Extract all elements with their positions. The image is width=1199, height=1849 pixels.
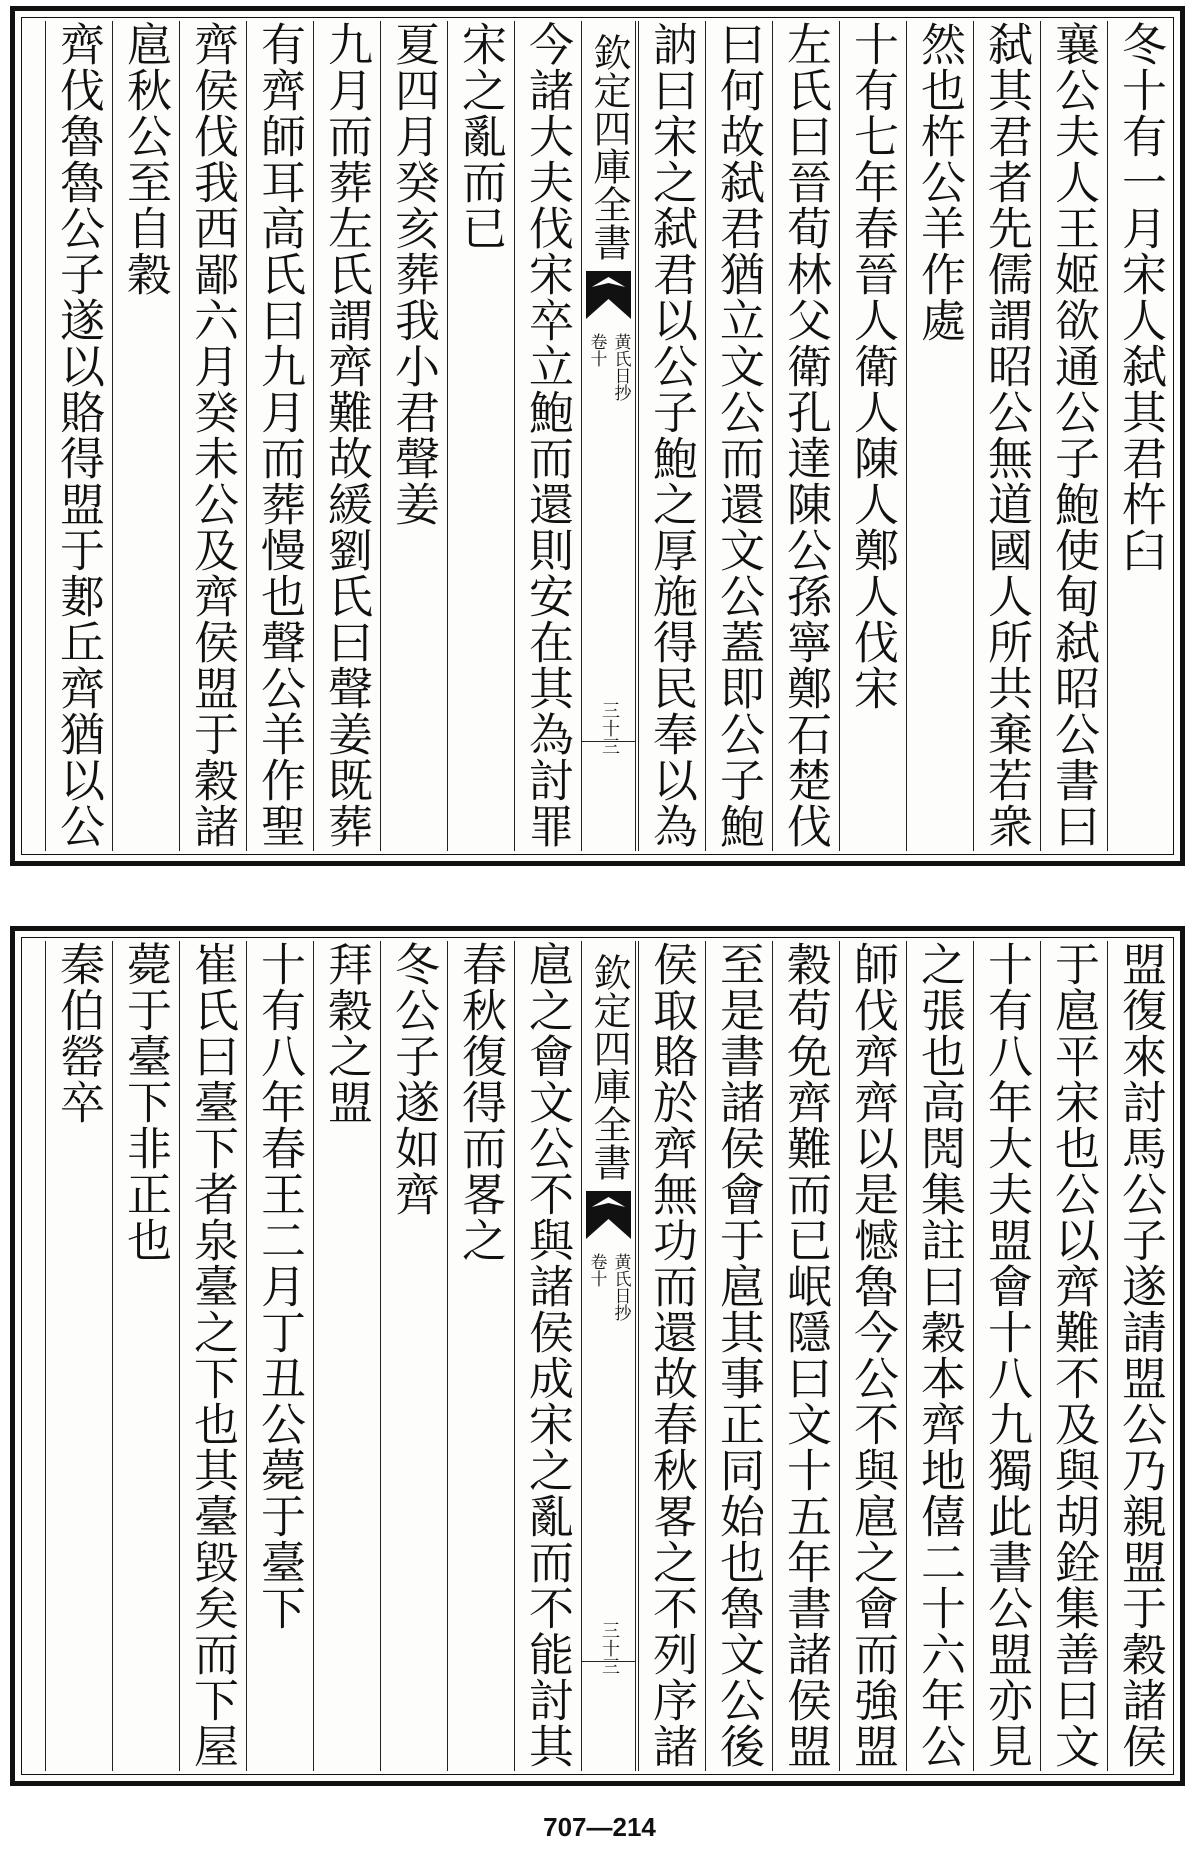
- text-column: 宋之亂而已: [447, 21, 514, 851]
- text-column: 九月而葬左氏謂齊難故緩劉氏曰聲姜既葬: [313, 21, 380, 851]
- text-column: 之張也高閌集註曰穀本齊地僖二十六年公: [906, 941, 973, 1771]
- strip-page-number: 三十三: [599, 701, 620, 755]
- bottom-page-half: [10, 926, 1185, 1786]
- text-column: 十有八年大夫盟會十八九獨此書公盟亦見: [973, 941, 1040, 1771]
- text-column: 夏四月癸亥葬我小君聲姜: [380, 21, 447, 851]
- text-column: 齊伐魯魯公子遂以賂得盟于郪丘齊猶以公: [45, 21, 112, 851]
- top-page-half: [10, 6, 1185, 866]
- strip-meta: [586, 1253, 631, 1321]
- text-column: 襄公夫人王姬欲通公子鮑使甸弑昭公書曰: [1040, 21, 1107, 851]
- text-column: 齊侯伐我西鄙六月癸未公及齊侯盟于穀諸: [179, 21, 246, 851]
- text-column: 薨于臺下非正也: [112, 941, 179, 1771]
- text-column: 十有七年春晉人衛人陳人鄭人伐宋: [839, 21, 906, 851]
- text-column: 左氏曰晉荀林父衛孔達陳公孫寧鄭石楚伐: [772, 21, 839, 851]
- text-column: 拜穀之盟: [313, 941, 380, 1771]
- text-column: 盟復來討馬公子遂請盟公乃親盟于穀諸侯: [1107, 941, 1174, 1771]
- text-column: 十有八年春王二月丁丑公薨于臺下: [246, 941, 313, 1771]
- strip-author: 黄氏日抄: [610, 333, 631, 401]
- text-column: 師伐齊齊以是憾魯今公不與扈之會而強盟: [839, 941, 906, 1771]
- text-column: 扈之會文公不與諸侯成宋之亂而不能討其: [514, 941, 581, 1771]
- center-fold-strip: [581, 941, 636, 1771]
- text-column: 春秋復得而畧之: [447, 941, 514, 1771]
- strip-divider: [582, 741, 635, 742]
- text-column: 扈秋公至自穀: [112, 21, 179, 851]
- center-fold-strip: [581, 21, 636, 851]
- fishtail-mark: [586, 271, 631, 319]
- text-column: 有齊師耳高氏曰九月而葬慢也聲公羊作聖: [246, 21, 313, 851]
- text-column: 冬十有一月宋人弑其君杵臼: [1107, 21, 1174, 851]
- strip-author: 黄氏日抄: [610, 1253, 631, 1321]
- strip-divider: [582, 1661, 635, 1662]
- text-column: 崔氏曰臺下者泉臺之下也其臺毀矣而下屋: [179, 941, 246, 1771]
- page-footer-number: 707—214: [543, 1812, 656, 1842]
- fishtail-mark: [586, 1191, 631, 1239]
- strip-volume: 卷十: [586, 1253, 607, 1287]
- text-column: 秦伯罃卒: [45, 941, 112, 1771]
- strip-volume: 卷十: [586, 333, 607, 367]
- text-column: 于扈平宋也公以齊難不及與胡銓集善曰文: [1040, 941, 1107, 1771]
- text-column: 至是書諸侯會于扈其事正同始也魯文公後: [705, 941, 772, 1771]
- text-column: 侯取賂於齊無功而還故春秋畧之不列序諸: [638, 941, 705, 1771]
- strip-meta: [586, 333, 631, 401]
- text-column: 弑其君者先儒謂昭公無道國人所共棄若衆: [973, 21, 1040, 851]
- text-column: 今諸大夫伐宋卒立鮑而還則安在其為討罪: [514, 21, 581, 851]
- text-column: 曰何故弑君猶立文公而還文公蓋即公子鮑: [705, 21, 772, 851]
- strip-page-number: 三十三: [599, 1621, 620, 1675]
- book-title: 欽定四庫全書: [587, 953, 631, 1181]
- text-column: 訥曰宋之弑君以公子鮑之厚施得民奉以為: [638, 21, 705, 851]
- text-column: 然也杵公羊作處: [906, 21, 973, 851]
- text-column: 冬公子遂如齊: [380, 941, 447, 1771]
- text-column: 穀苟免齊難而已岷隱曰文十五年書諸侯盟: [772, 941, 839, 1771]
- book-title: 欽定四庫全書: [587, 33, 631, 261]
